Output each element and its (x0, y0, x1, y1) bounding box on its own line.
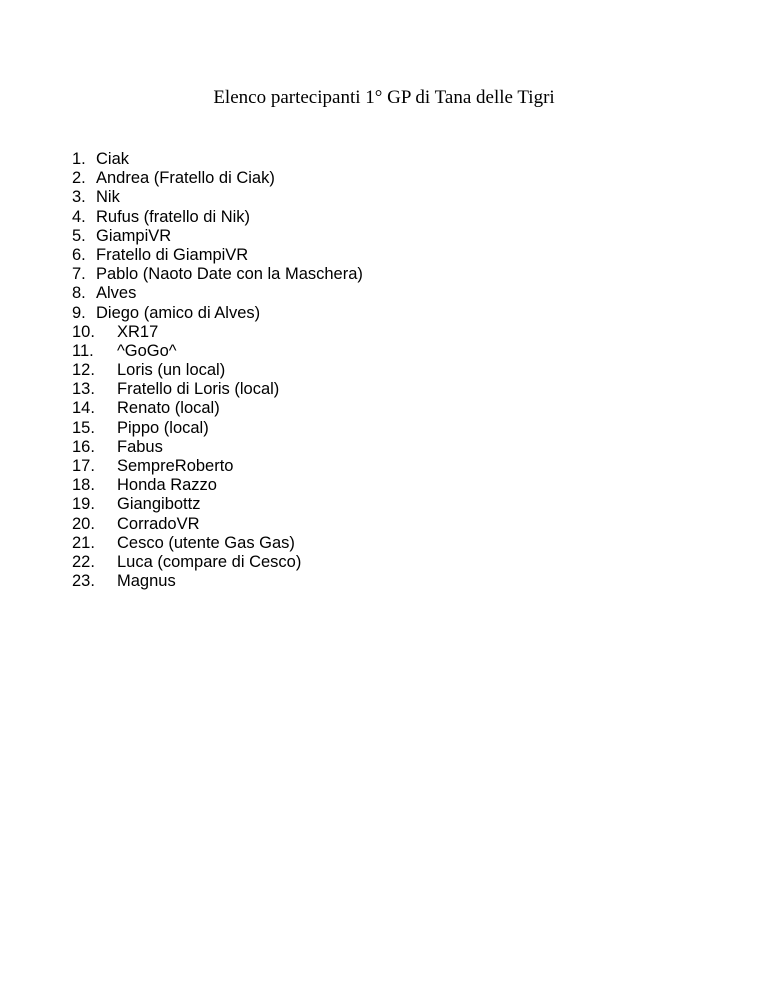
participant-name: XR17 (117, 322, 159, 341)
list-item (72, 495, 363, 514)
item-number: 4. (72, 207, 86, 226)
participant-name: Nik (96, 188, 120, 207)
list-item (72, 534, 363, 553)
list-item (72, 380, 363, 399)
list-item (72, 265, 363, 284)
item-number: 5. (72, 226, 86, 245)
item-number: 7. (72, 265, 86, 284)
participant-name: Magnus (117, 572, 176, 591)
item-number: 8. (72, 284, 86, 303)
participant-name: Giangibottz (117, 495, 201, 514)
list-item (72, 284, 363, 303)
list-item (72, 208, 363, 227)
participant-name: Fabus (117, 437, 163, 456)
item-number: 22. (72, 552, 95, 571)
list-item (72, 304, 363, 323)
list-item (72, 361, 363, 380)
list-item (72, 246, 363, 265)
participant-name: Rufus (fratello di Nik) (96, 207, 251, 226)
participant-name: Pablo (Naoto Date con la Maschera) (96, 265, 363, 284)
participant-name: ^GoGo^ (117, 341, 177, 360)
participant-name: Ciak (96, 150, 130, 168)
participant-name: Honda Razzo (117, 476, 217, 495)
list-item (72, 572, 363, 591)
item-number: 19. (72, 495, 95, 514)
item-number: 6. (72, 245, 86, 264)
item-number: 9. (72, 303, 86, 322)
item-number: 10. (72, 322, 95, 341)
participant-name: CorradoVR (117, 514, 200, 533)
list-item (72, 438, 363, 457)
list-item (72, 399, 363, 418)
list-item (72, 457, 363, 476)
participant-name: Loris (un local) (117, 361, 226, 380)
item-number: 1. (72, 150, 86, 168)
list-item (72, 342, 363, 361)
participant-name: Alves (96, 284, 137, 303)
item-number: 14. (72, 399, 95, 418)
item-number: 13. (72, 380, 95, 399)
item-number: 15. (72, 418, 95, 437)
participant-name: Luca (compare di Cesco) (117, 552, 302, 571)
participant-name: Fratello di GiampiVR (96, 245, 249, 264)
item-number: 16. (72, 437, 95, 456)
participant-name: Diego (amico di Alves) (96, 303, 261, 322)
participant-list (72, 150, 363, 591)
list-item (72, 553, 363, 572)
list-item (72, 169, 363, 188)
item-number: 12. (72, 361, 95, 380)
participant-name: SempreRoberto (117, 457, 234, 475)
item-number: 2. (72, 169, 86, 188)
item-number: 17. (72, 457, 95, 475)
participant-name: GiampiVR (96, 226, 172, 245)
participant-name: Cesco (utente Gas Gas) (117, 533, 295, 552)
participant-name: Fratello di Loris (local) (117, 380, 280, 399)
item-number: 23. (72, 572, 95, 591)
item-number: 18. (72, 476, 95, 495)
item-number: 21. (72, 533, 95, 552)
item-number: 20. (72, 514, 95, 533)
list-item (72, 323, 363, 342)
list-item (72, 419, 363, 438)
list-item (72, 150, 363, 169)
participant-name: Renato (local) (117, 399, 220, 418)
list-item (72, 188, 363, 207)
item-number: 11. (72, 341, 94, 360)
list-item (72, 227, 363, 246)
participant-name: Pippo (local) (117, 418, 209, 437)
item-number: 3. (72, 188, 86, 207)
document-title: Elenco partecipanti 1° GP di Tana delle Tigri (213, 87, 555, 108)
list-item (72, 515, 363, 534)
list-item (72, 476, 363, 495)
participant-name: Andrea (Fratello di Ciak) (96, 169, 275, 188)
